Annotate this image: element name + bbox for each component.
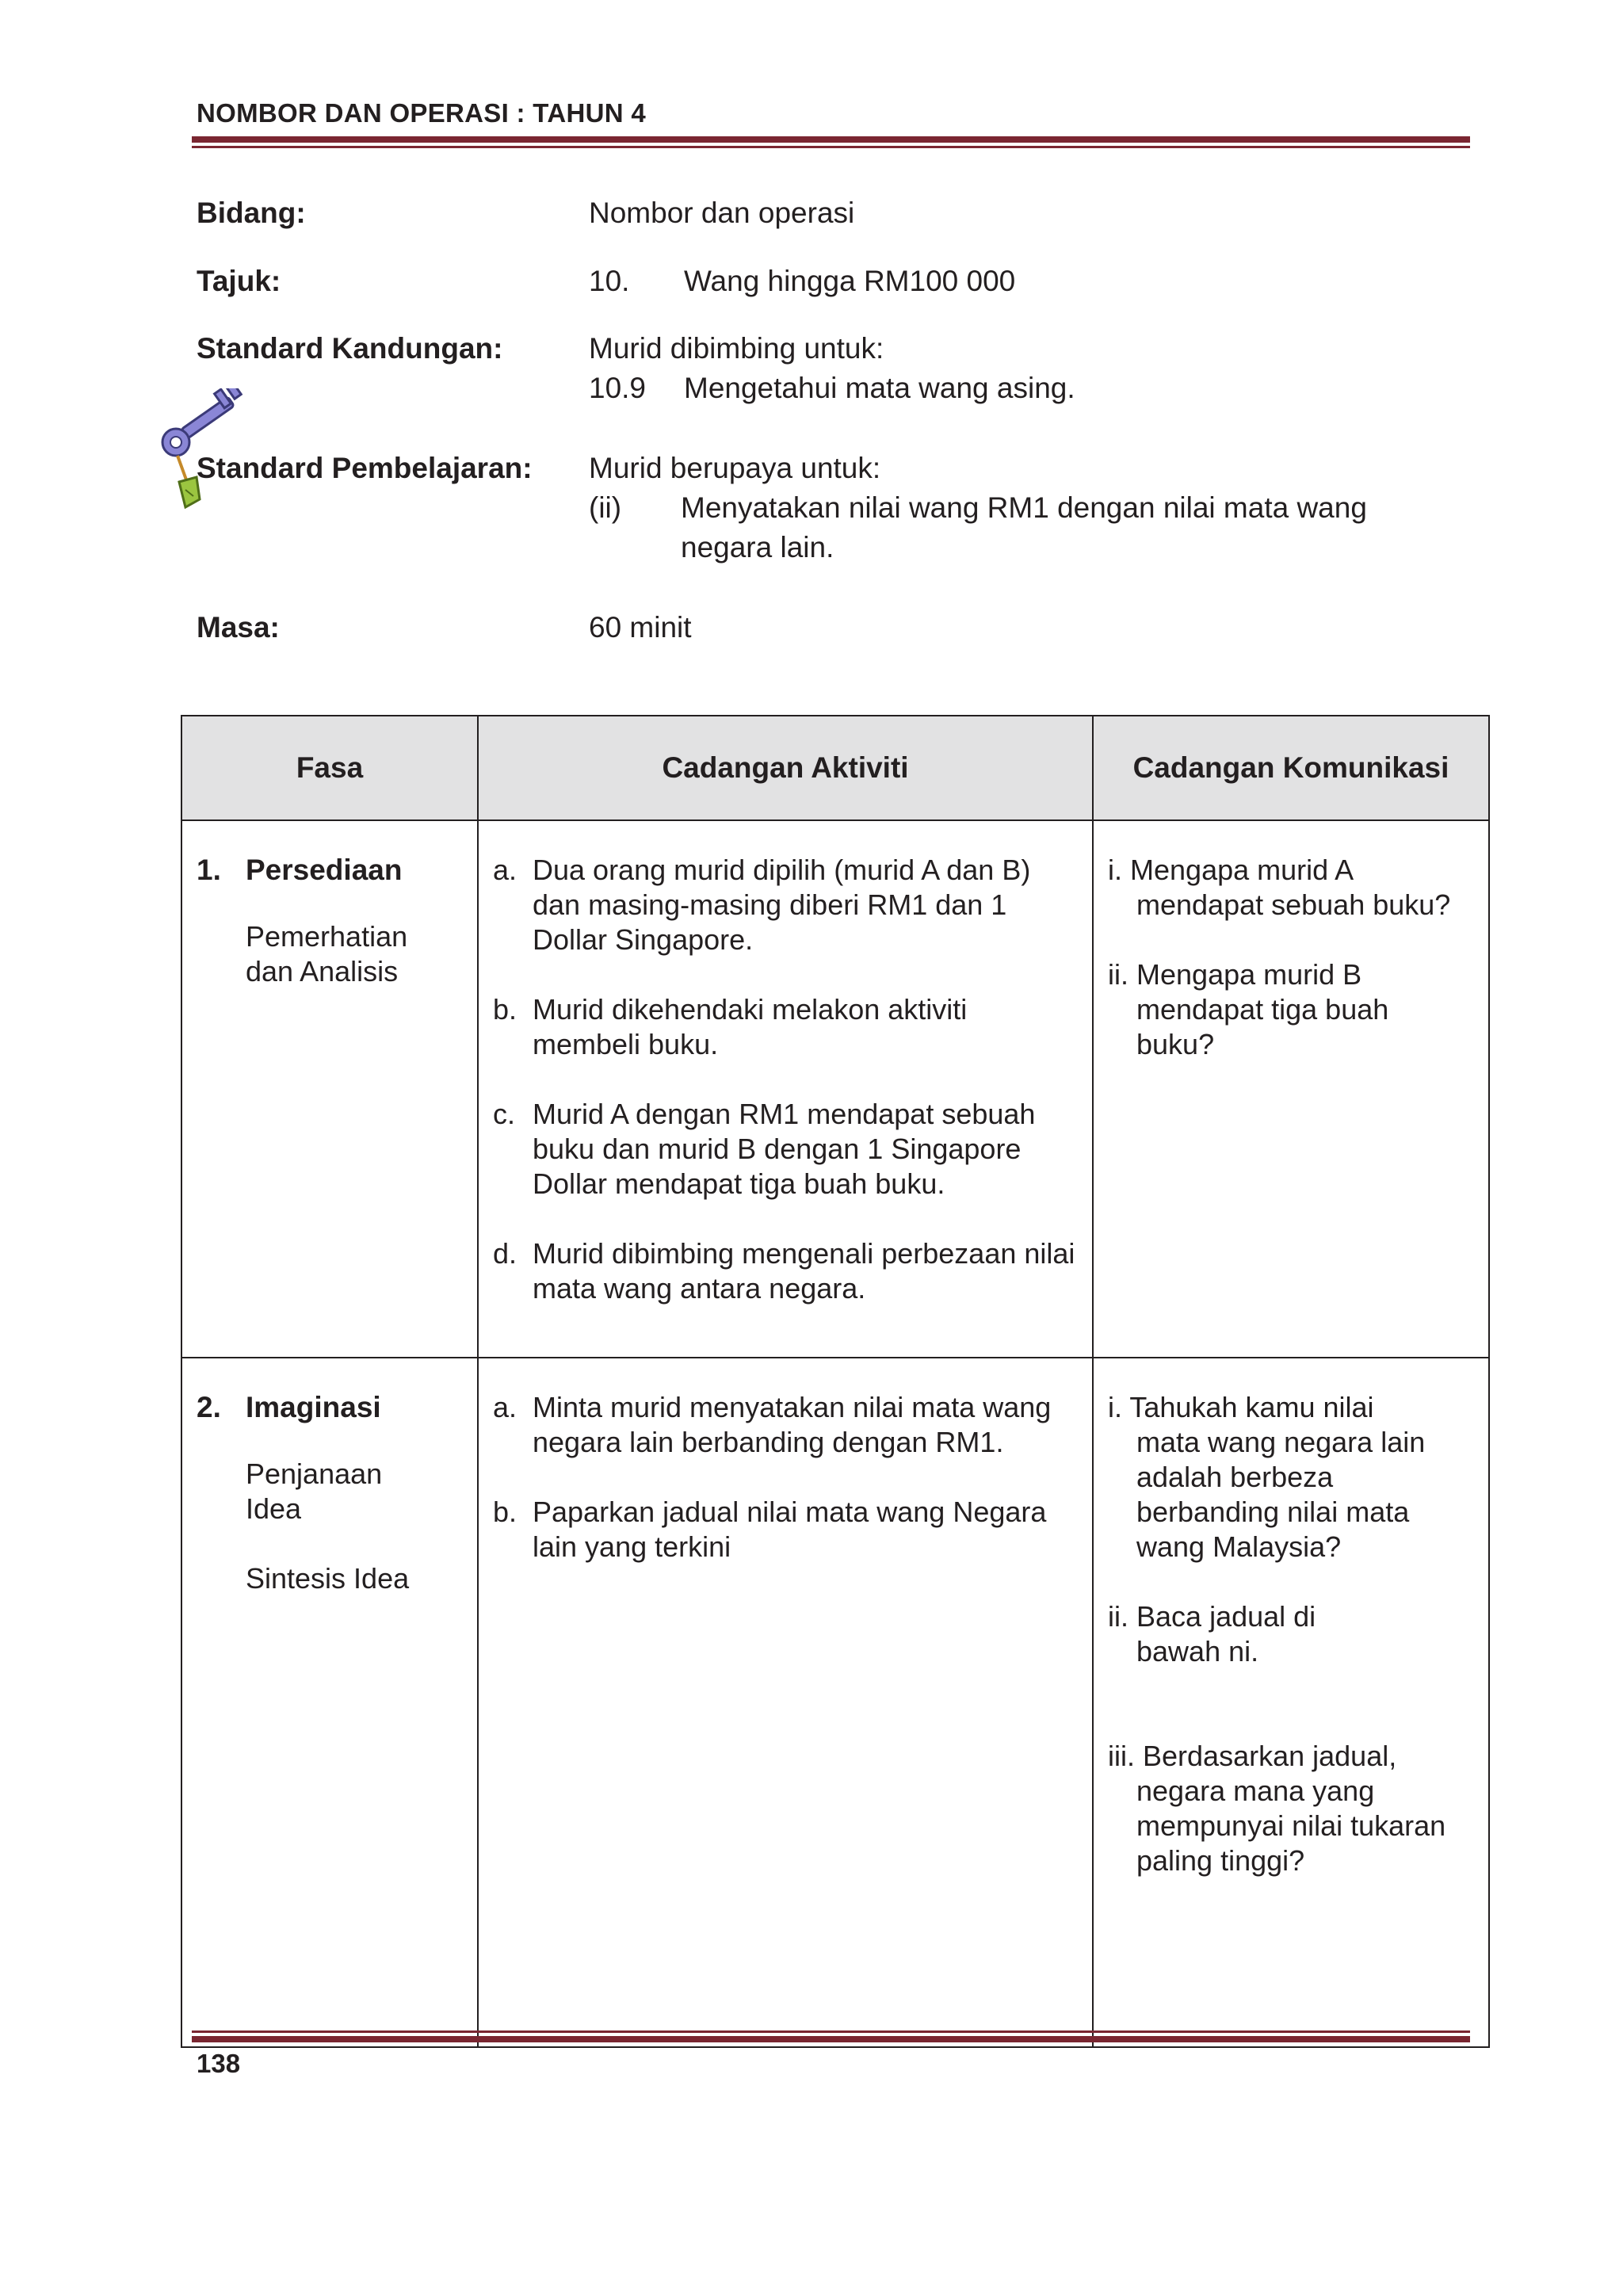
- communication-marker: i.: [1108, 1391, 1122, 1423]
- standard-kandungan-number: 10.9: [589, 372, 647, 404]
- table-row: [181, 820, 1489, 1358]
- activity-text: Murid dibimbing mengenali perbezaan nilai mata wang antara negara.: [533, 1237, 1075, 1305]
- communication-text: mendapat tiga buah buku?: [1136, 993, 1389, 1060]
- communication-item: [1108, 853, 1474, 923]
- tajuk-number: 10.: [589, 265, 630, 297]
- activity-text: Paparkan jadual nilai mata wang Negara lain yang terkini: [533, 1496, 1047, 1563]
- communication-text: Berdasarkan jadual,: [1143, 1740, 1397, 1772]
- masa-value: 60 minit: [589, 611, 692, 644]
- communication-item: [1108, 1599, 1474, 1669]
- communication-text: mata wang negara lain adalah berbeza berbanding nilai mata wang Malaysia?: [1136, 1426, 1426, 1563]
- communication-text: mendapat sebuah buku?: [1136, 888, 1451, 921]
- communication-text: Mengapa murid B: [1136, 958, 1362, 991]
- page-number: 138: [197, 2049, 241, 2078]
- phase-number: 2.: [197, 1391, 221, 1423]
- standard-pembelajaran-value: [589, 449, 1367, 567]
- standard-pembelajaran-line1: Menyatakan nilai wang RM1 dengan nilai mata wang: [681, 491, 1367, 524]
- communication-text: bawah ni.: [1136, 1635, 1259, 1668]
- standard-pembelajaran-line2: negara lain.: [681, 531, 834, 563]
- activity-item: [493, 992, 1078, 1062]
- activity-text: Murid A dengan RM1 mendapat sebuah buku dan murid B dengan 1 Singapore Dollar mendapat tiga buah buku.: [533, 1098, 1036, 1200]
- standard-pembelajaran-intro: Murid berupaya untuk:: [589, 452, 881, 484]
- activity-marker: b.: [493, 1496, 517, 1528]
- phase-subtitle: Penjanaan: [246, 1457, 383, 1490]
- phase-title: Persediaan: [246, 854, 403, 886]
- activity-marker: c.: [493, 1098, 516, 1130]
- activity-text: Murid dikehendaki melakon aktiviti membeli buku.: [533, 993, 968, 1060]
- communication-text: negara mana yang mempunyai nilai tukaran paling tinggi?: [1136, 1775, 1446, 1877]
- phase-title: Imaginasi: [246, 1391, 381, 1423]
- header-rule: [192, 136, 1470, 148]
- phase-number: 1.: [197, 854, 221, 886]
- phase-cell: [181, 1358, 478, 2047]
- communication-item: [1108, 1390, 1474, 1564]
- activity-item: [493, 853, 1078, 957]
- activities-cell: [478, 1358, 1093, 2047]
- tajuk-text: Wang hingga RM100 000: [684, 265, 1016, 297]
- table-header-row: [181, 716, 1489, 820]
- communication-marker: i.: [1108, 854, 1122, 886]
- phase-subtitle: dan Analisis: [246, 955, 399, 988]
- communication-cell: [1093, 1358, 1489, 2047]
- activity-item: [493, 1495, 1078, 1564]
- standard-pembelajaran-label: Standard Pembelajaran:: [197, 452, 533, 484]
- standard-pembelajaran-number: (ii): [589, 491, 622, 524]
- phase-cell: [181, 820, 478, 1358]
- phase-subtitle: Sintesis Idea: [246, 1562, 410, 1595]
- activity-item: [493, 1236, 1078, 1306]
- masa-label: Masa:: [197, 611, 280, 644]
- column-header-aktiviti: Cadangan Aktiviti: [478, 716, 1093, 820]
- activity-marker: b.: [493, 993, 517, 1026]
- tajuk-label: Tajuk:: [197, 265, 281, 297]
- activity-text: Minta murid menyatakan nilai mata wang negara lain berbanding dengan RM1.: [533, 1391, 1052, 1458]
- communication-marker: iii.: [1108, 1740, 1135, 1772]
- communication-text: Baca jadual di: [1136, 1600, 1316, 1633]
- standard-kandungan-intro: Murid dibimbing untuk:: [589, 332, 884, 365]
- activity-marker: a.: [493, 854, 517, 886]
- phase-subtitle: Idea: [246, 1492, 302, 1525]
- communication-item: [1108, 1739, 1474, 1878]
- running-title: NOMBOR DAN OPERASI : TAHUN 4: [197, 98, 646, 128]
- lesson-plan-table: [181, 715, 1490, 2048]
- communication-text: Mengapa murid A: [1130, 854, 1354, 886]
- activity-marker: d.: [493, 1237, 517, 1270]
- communication-marker: ii.: [1108, 958, 1128, 991]
- communication-cell: [1093, 820, 1489, 1358]
- activity-item: [493, 1097, 1078, 1201]
- activity-text: Dua orang murid dipilih (murid A dan B) dan masing-masing diberi RM1 dan 1 Dollar Singapore.: [533, 854, 1031, 956]
- tajuk-value: [589, 262, 1015, 301]
- activity-marker: a.: [493, 1391, 517, 1423]
- bidang-value: Nombor dan operasi: [589, 197, 855, 229]
- standard-kandungan-value: [589, 329, 1075, 408]
- communication-item: [1108, 957, 1474, 1062]
- footer-rule: [192, 2030, 1470, 2042]
- phase-subtitle: Pemerhatian: [246, 920, 408, 953]
- activity-item: [493, 1390, 1078, 1460]
- table-row: [181, 1358, 1489, 2047]
- communication-text: Tahukah kamu nilai: [1129, 1391, 1374, 1423]
- activities-cell: [478, 820, 1093, 1358]
- bidang-label: Bidang:: [197, 197, 306, 229]
- standard-kandungan-label: Standard Kandungan:: [197, 332, 503, 365]
- standard-kandungan-text: Mengetahui mata wang asing.: [684, 372, 1075, 404]
- column-header-fasa: Fasa: [181, 716, 478, 820]
- communication-marker: ii.: [1108, 1600, 1128, 1633]
- column-header-komunikasi: Cadangan Komunikasi: [1093, 716, 1489, 820]
